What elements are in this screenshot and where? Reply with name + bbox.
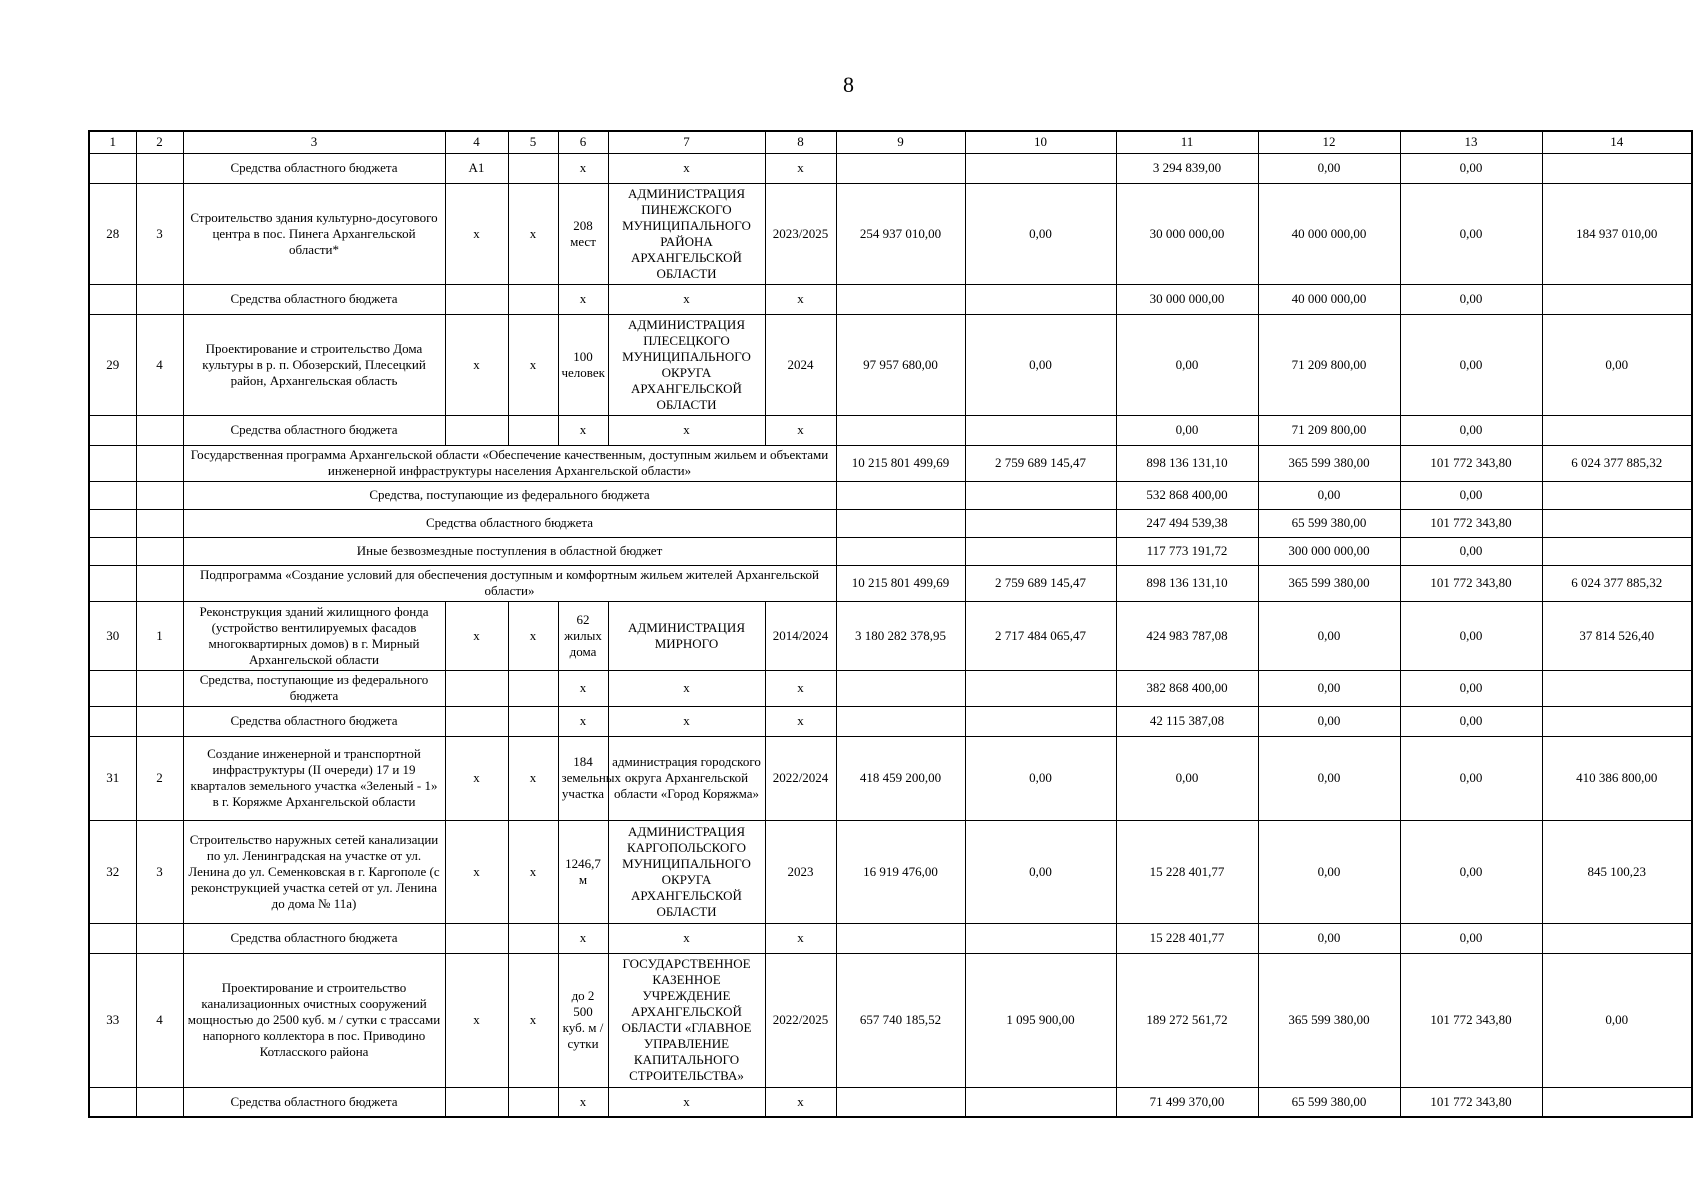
column-number-7: 7 [608, 131, 765, 153]
row-number-cell: 33 [89, 953, 136, 1087]
sub-number-cell [136, 509, 183, 537]
responsible-org-cell: х [608, 706, 765, 736]
col-5-cell: х [508, 601, 558, 670]
responsible-org-cell: администрация городского округа Архангельской области «Город Коряжма» [608, 736, 765, 820]
sub-number-cell: 3 [136, 183, 183, 284]
capacity-cell: х [558, 415, 608, 445]
amount-col-10 [965, 284, 1116, 314]
amount-col-13: 101 772 343,80 [1400, 509, 1542, 537]
responsible-org-cell: АДМИНИСТРАЦИЯ ПЛЕСЕЦКОГО МУНИЦИПАЛЬНОГО ОКРУГА АРХАНГЕЛЬСКОЙ ОБЛАСТИ [608, 314, 765, 415]
column-number-11: 11 [1116, 131, 1258, 153]
amount-col-12: 0,00 [1258, 670, 1400, 706]
period-cell: х [765, 284, 836, 314]
amount-col-9: 657 740 185,52 [836, 953, 965, 1087]
sub-number-cell [136, 670, 183, 706]
row-number-cell [89, 284, 136, 314]
amount-col-9: 16 919 476,00 [836, 820, 965, 923]
amount-col-10 [965, 509, 1116, 537]
row-number-cell [89, 481, 136, 509]
project-name: Создание инженерной и транспортной инфраструктуры (II очереди) 17 и 19 кварталов земельного участка «Зеленый - 1» в г. Коряжме Архангельской области [183, 736, 445, 820]
code-cell: х [445, 820, 508, 923]
capacity-cell: х [558, 284, 608, 314]
amount-col-10 [965, 415, 1116, 445]
amount-col-9 [836, 509, 965, 537]
column-number-4: 4 [445, 131, 508, 153]
table-row [89, 445, 1692, 481]
capacity-cell: х [558, 923, 608, 953]
table-header-row [89, 131, 1692, 153]
table-row [89, 565, 1692, 601]
sub-number-cell: 3 [136, 820, 183, 923]
responsible-org-cell: х [608, 670, 765, 706]
amount-col-14: 845 100,23 [1542, 820, 1692, 923]
responsible-org-cell: х [608, 284, 765, 314]
amount-col-14: 410 386 800,00 [1542, 736, 1692, 820]
table-row [89, 953, 1692, 1087]
code-cell: х [445, 601, 508, 670]
amount-col-12: 71 209 800,00 [1258, 314, 1400, 415]
amount-col-12: 0,00 [1258, 820, 1400, 923]
amount-col-13: 0,00 [1400, 284, 1542, 314]
period-cell: х [765, 153, 836, 183]
column-number-5: 5 [508, 131, 558, 153]
row-number-cell: 28 [89, 183, 136, 284]
amount-col-11: 0,00 [1116, 314, 1258, 415]
amount-col-13: 0,00 [1400, 923, 1542, 953]
sub-number-cell [136, 706, 183, 736]
amount-col-12: 65 599 380,00 [1258, 1087, 1400, 1117]
amount-col-11: 382 868 400,00 [1116, 670, 1258, 706]
row-number-cell [89, 153, 136, 183]
amount-col-12: 0,00 [1258, 706, 1400, 736]
row-number-cell: 29 [89, 314, 136, 415]
program-title: Подпрограмма «Создание условий для обеспечения доступным и комфортным жильем жителей Архангельской области» [183, 565, 836, 601]
amount-col-14: 6 024 377 885,32 [1542, 565, 1692, 601]
row-number-cell: 32 [89, 820, 136, 923]
table-row [89, 706, 1692, 736]
amount-col-14 [1542, 706, 1692, 736]
col-5-cell [508, 1087, 558, 1117]
amount-col-13: 0,00 [1400, 736, 1542, 820]
row-number-cell [89, 923, 136, 953]
capacity-cell: х [558, 153, 608, 183]
row-number-cell [89, 565, 136, 601]
amount-col-14: 37 814 526,40 [1542, 601, 1692, 670]
amount-col-11: 15 228 401,77 [1116, 923, 1258, 953]
amount-col-14: 6 024 377 885,32 [1542, 445, 1692, 481]
table-row [89, 923, 1692, 953]
amount-col-10: 2 759 689 145,47 [965, 565, 1116, 601]
funding-source-label: Средства областного бюджета [183, 284, 445, 314]
amount-col-13: 0,00 [1400, 314, 1542, 415]
period-cell: х [765, 670, 836, 706]
amount-col-9: 10 215 801 499,69 [836, 565, 965, 601]
col-5-cell: х [508, 314, 558, 415]
code-cell [445, 706, 508, 736]
table-row [89, 153, 1692, 183]
funding-source-label: Средства областного бюджета [183, 153, 445, 183]
period-cell: 2024 [765, 314, 836, 415]
code-cell [445, 415, 508, 445]
responsible-org-cell: х [608, 415, 765, 445]
amount-col-11: 71 499 370,00 [1116, 1087, 1258, 1117]
amount-col-12: 0,00 [1258, 481, 1400, 509]
row-number-cell [89, 415, 136, 445]
amount-col-11: 15 228 401,77 [1116, 820, 1258, 923]
amount-col-12: 40 000 000,00 [1258, 183, 1400, 284]
amount-col-9: 10 215 801 499,69 [836, 445, 965, 481]
responsible-org-cell: х [608, 1087, 765, 1117]
amount-col-13: 101 772 343,80 [1400, 1087, 1542, 1117]
sub-number-cell [136, 923, 183, 953]
budget-table [88, 130, 1693, 1118]
amount-col-11: 424 983 787,08 [1116, 601, 1258, 670]
sub-number-cell [136, 565, 183, 601]
amount-col-9 [836, 153, 965, 183]
sub-number-cell: 2 [136, 736, 183, 820]
amount-col-10: 2 759 689 145,47 [965, 445, 1116, 481]
table-row [89, 670, 1692, 706]
project-name: Реконструкция зданий жилищного фонда (устройство вентилируемых фасадов многоквартирных домов) в г. Мирный Архангельской области [183, 601, 445, 670]
funding-source-label: Средства областного бюджета [183, 1087, 445, 1117]
amount-col-12: 300 000 000,00 [1258, 537, 1400, 565]
col-5-cell: х [508, 736, 558, 820]
amount-col-14 [1542, 481, 1692, 509]
amount-col-11: 189 272 561,72 [1116, 953, 1258, 1087]
code-cell: х [445, 183, 508, 284]
funding-source-label: Средства областного бюджета [183, 415, 445, 445]
amount-col-10: 2 717 484 065,47 [965, 601, 1116, 670]
amount-col-9 [836, 284, 965, 314]
amount-col-10 [965, 153, 1116, 183]
amount-col-13: 0,00 [1400, 481, 1542, 509]
amount-col-13: 0,00 [1400, 415, 1542, 445]
code-cell [445, 670, 508, 706]
amount-col-13: 0,00 [1400, 153, 1542, 183]
amount-col-14 [1542, 537, 1692, 565]
amount-col-9: 254 937 010,00 [836, 183, 965, 284]
funding-source-label: Средства областного бюджета [183, 509, 836, 537]
period-cell: 2022/2024 [765, 736, 836, 820]
amount-col-11: 30 000 000,00 [1116, 183, 1258, 284]
amount-col-14 [1542, 509, 1692, 537]
capacity-cell: 100 человек [558, 314, 608, 415]
period-cell: 2023 [765, 820, 836, 923]
column-number-14: 14 [1542, 131, 1692, 153]
column-number-8: 8 [765, 131, 836, 153]
column-number-10: 10 [965, 131, 1116, 153]
sub-number-cell: 4 [136, 314, 183, 415]
responsible-org-cell: х [608, 153, 765, 183]
amount-col-11: 898 136 131,10 [1116, 565, 1258, 601]
page-number: 8 [843, 72, 854, 97]
code-cell: А1 [445, 153, 508, 183]
capacity-cell: 184 земельных участка [558, 736, 608, 820]
amount-col-12: 0,00 [1258, 923, 1400, 953]
sub-number-cell [136, 1087, 183, 1117]
table-row [89, 1087, 1692, 1117]
col-5-cell [508, 706, 558, 736]
code-cell: х [445, 314, 508, 415]
amount-col-12: 0,00 [1258, 153, 1400, 183]
amount-col-11: 532 868 400,00 [1116, 481, 1258, 509]
responsible-org-cell: АДМИНИСТРАЦИЯ КАРГОПОЛЬСКОГО МУНИЦИПАЛЬНОГО ОКРУГА АРХАНГЕЛЬСКОЙ ОБЛАСТИ [608, 820, 765, 923]
project-name: Строительство наружных сетей канализации по ул. Ленинградская на участке от ул. Ленина до ул. Семенковская в г. Каргополе (с реконструкцией участка сетей от ул. Ленина до дома № 11а) [183, 820, 445, 923]
column-number-12: 12 [1258, 131, 1400, 153]
amount-col-12: 365 599 380,00 [1258, 565, 1400, 601]
col-5-cell [508, 415, 558, 445]
table-row [89, 481, 1692, 509]
amount-col-10 [965, 923, 1116, 953]
amount-col-12: 365 599 380,00 [1258, 445, 1400, 481]
amount-col-9 [836, 670, 965, 706]
amount-col-13: 101 772 343,80 [1400, 565, 1542, 601]
row-number-cell [89, 670, 136, 706]
table-row [89, 736, 1692, 820]
amount-col-12: 40 000 000,00 [1258, 284, 1400, 314]
amount-col-10: 0,00 [965, 314, 1116, 415]
amount-col-9 [836, 481, 965, 509]
code-cell [445, 923, 508, 953]
amount-col-14 [1542, 1087, 1692, 1117]
amount-col-11: 0,00 [1116, 736, 1258, 820]
capacity-cell: 1246,7 м [558, 820, 608, 923]
amount-col-11: 247 494 539,38 [1116, 509, 1258, 537]
capacity-cell: х [558, 670, 608, 706]
row-number-cell [89, 509, 136, 537]
funding-source-label: Средства областного бюджета [183, 923, 445, 953]
amount-col-9 [836, 537, 965, 565]
amount-col-14: 184 937 010,00 [1542, 183, 1692, 284]
amount-col-11: 117 773 191,72 [1116, 537, 1258, 565]
amount-col-13: 0,00 [1400, 183, 1542, 284]
amount-col-14: 0,00 [1542, 314, 1692, 415]
responsible-org-cell: АДМИНИСТРАЦИЯ МИРНОГО [608, 601, 765, 670]
amount-col-10 [965, 706, 1116, 736]
table-row [89, 284, 1692, 314]
amount-col-11: 30 000 000,00 [1116, 284, 1258, 314]
amount-col-14 [1542, 670, 1692, 706]
program-title: Государственная программа Архангельской области «Обеспечение качественным, доступным жильем и объектами инженерной инфраструктуры населения Архангельской области» [183, 445, 836, 481]
col-5-cell: х [508, 953, 558, 1087]
amount-col-13: 101 772 343,80 [1400, 445, 1542, 481]
amount-col-12: 0,00 [1258, 736, 1400, 820]
funding-source-label: Иные безвозмездные поступления в областной бюджет [183, 537, 836, 565]
responsible-org-cell: ГОСУДАРСТВЕННОЕ КАЗЕННОЕ УЧРЕЖДЕНИЕ АРХАНГЕЛЬСКОЙ ОБЛАСТИ «ГЛАВНОЕ УПРАВЛЕНИЕ КАПИТАЛЬНОГО СТРОИТЕЛЬСТВА» [608, 953, 765, 1087]
amount-col-9 [836, 923, 965, 953]
table-row [89, 509, 1692, 537]
column-number-6: 6 [558, 131, 608, 153]
row-number-cell [89, 1087, 136, 1117]
amount-col-13: 0,00 [1400, 706, 1542, 736]
amount-col-9: 3 180 282 378,95 [836, 601, 965, 670]
col-5-cell: х [508, 183, 558, 284]
capacity-cell: х [558, 706, 608, 736]
period-cell: 2023/2025 [765, 183, 836, 284]
table-row [89, 601, 1692, 670]
code-cell [445, 284, 508, 314]
period-cell: х [765, 706, 836, 736]
project-name: Проектирование и строительство Дома культуры в р. п. Обозерский, Плесецкий район, Архангельская область [183, 314, 445, 415]
table-row [89, 183, 1692, 284]
capacity-cell: 208 мест [558, 183, 608, 284]
amount-col-10 [965, 670, 1116, 706]
amount-col-9: 97 957 680,00 [836, 314, 965, 415]
amount-col-9 [836, 1087, 965, 1117]
amount-col-10 [965, 537, 1116, 565]
amount-col-9 [836, 706, 965, 736]
column-number-2: 2 [136, 131, 183, 153]
project-name: Проектирование и строительство канализационных очистных сооружений мощностью до 2500 куб. м / сутки с трассами напорного коллектора в пос. Приводино Котласского района [183, 953, 445, 1087]
funding-source-label: Средства, поступающие из федерального бюджета [183, 670, 445, 706]
table-row [89, 314, 1692, 415]
capacity-cell: 62 жилых дома [558, 601, 608, 670]
sub-number-cell [136, 537, 183, 565]
amount-col-12: 65 599 380,00 [1258, 509, 1400, 537]
sub-number-cell [136, 284, 183, 314]
funding-source-label: Средства, поступающие из федерального бюджета [183, 481, 836, 509]
amount-col-10: 0,00 [965, 820, 1116, 923]
column-number-13: 13 [1400, 131, 1542, 153]
amount-col-9: 418 459 200,00 [836, 736, 965, 820]
amount-col-14 [1542, 415, 1692, 445]
amount-col-14 [1542, 284, 1692, 314]
amount-col-14 [1542, 923, 1692, 953]
amount-col-10: 1 095 900,00 [965, 953, 1116, 1087]
period-cell: х [765, 923, 836, 953]
column-number-9: 9 [836, 131, 965, 153]
row-number-cell: 30 [89, 601, 136, 670]
amount-col-10: 0,00 [965, 183, 1116, 284]
amount-col-10 [965, 481, 1116, 509]
amount-col-14 [1542, 153, 1692, 183]
sub-number-cell [136, 445, 183, 481]
sub-number-cell: 4 [136, 953, 183, 1087]
capacity-cell: до 2 500 куб. м / сутки [558, 953, 608, 1087]
amount-col-10 [965, 1087, 1116, 1117]
col-5-cell [508, 670, 558, 706]
code-cell [445, 1087, 508, 1117]
table-row [89, 820, 1692, 923]
column-number-3: 3 [183, 131, 445, 153]
table-row [89, 537, 1692, 565]
row-number-cell [89, 706, 136, 736]
responsible-org-cell: АДМИНИСТРАЦИЯ ПИНЕЖСКОГО МУНИЦИПАЛЬНОГО РАЙОНА АРХАНГЕЛЬСКОЙ ОБЛАСТИ [608, 183, 765, 284]
amount-col-11: 42 115 387,08 [1116, 706, 1258, 736]
sub-number-cell: 1 [136, 601, 183, 670]
amount-col-12: 365 599 380,00 [1258, 953, 1400, 1087]
amount-col-12: 71 209 800,00 [1258, 415, 1400, 445]
amount-col-13: 0,00 [1400, 537, 1542, 565]
sub-number-cell [136, 481, 183, 509]
sub-number-cell [136, 153, 183, 183]
code-cell: х [445, 736, 508, 820]
period-cell: 2014/2024 [765, 601, 836, 670]
amount-col-13: 0,00 [1400, 601, 1542, 670]
col-5-cell [508, 284, 558, 314]
amount-col-12: 0,00 [1258, 601, 1400, 670]
amount-col-10: 0,00 [965, 736, 1116, 820]
amount-col-13: 0,00 [1400, 670, 1542, 706]
col-5-cell [508, 923, 558, 953]
amount-col-11: 898 136 131,10 [1116, 445, 1258, 481]
sub-number-cell [136, 415, 183, 445]
table-row [89, 415, 1692, 445]
amount-col-9 [836, 415, 965, 445]
amount-col-11: 3 294 839,00 [1116, 153, 1258, 183]
row-number-cell [89, 537, 136, 565]
amount-col-11: 0,00 [1116, 415, 1258, 445]
period-cell: х [765, 1087, 836, 1117]
period-cell: 2022/2025 [765, 953, 836, 1087]
row-number-cell [89, 445, 136, 481]
row-number-cell: 31 [89, 736, 136, 820]
project-name: Строительство здания культурно-досугового центра в пос. Пинега Архангельской области* [183, 183, 445, 284]
funding-source-label: Средства областного бюджета [183, 706, 445, 736]
amount-col-13: 0,00 [1400, 820, 1542, 923]
responsible-org-cell: х [608, 923, 765, 953]
column-number-1: 1 [89, 131, 136, 153]
col-5-cell [508, 153, 558, 183]
capacity-cell: х [558, 1087, 608, 1117]
amount-col-13: 101 772 343,80 [1400, 953, 1542, 1087]
col-5-cell: х [508, 820, 558, 923]
period-cell: х [765, 415, 836, 445]
code-cell: х [445, 953, 508, 1087]
amount-col-14: 0,00 [1542, 953, 1692, 1087]
